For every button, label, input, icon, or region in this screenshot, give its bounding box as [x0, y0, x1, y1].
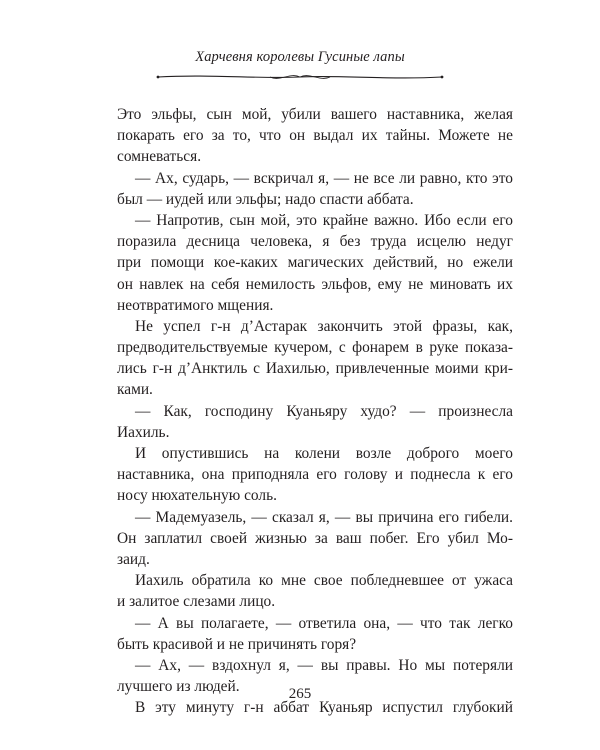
text-line: наставника, она приподняла его голову и поднесла к его [117, 466, 513, 484]
text-line: поразила десница человека, я без труда исцелю недуг [117, 233, 513, 251]
ornament-rule [150, 70, 450, 84]
body-text [117, 104, 513, 718]
text-line: — А вы полагаете, — ответила она, — что так легко [135, 614, 513, 632]
text-line: быть красивой и не причинять горя? [117, 635, 357, 653]
text-line: — Ах, — вздохнул я, — вы правы. Но мы потеряли [135, 656, 513, 674]
text-line: при помощи кое-каких магических действий, но ежели [117, 254, 513, 272]
text-line: предводительствуемые кучером, с фонарем в руке показа- [117, 339, 513, 357]
text-line: В эту минуту г-н аббат Куаньяр испустил глубокий [135, 699, 513, 717]
text-line: — Напротив, сын мой, это крайне важно. Ибо если его [135, 211, 513, 229]
text-line: он навлек на себя немилость эльфов, ему не миновать их [117, 275, 513, 293]
text-line: был — иудей или эльфы; надо спасти аббата. [117, 190, 414, 208]
text-line: Это эльфы, сын мой, убили вашего наставника, желая [117, 106, 513, 123]
running-title: Харчевня королевы Гусиные лапы [195, 49, 405, 65]
text-line: Не успел г-н д’Астарак закончить этой фразы, как, [135, 317, 513, 335]
text-line: — Мадемуазель, — сказал я, — вы причина его гибели. [135, 508, 513, 526]
text-line: сомневаться. [117, 148, 202, 166]
text-line: — Ах, сударь, — вскричал я, — не все ли равно, кто это [135, 169, 513, 187]
text-line: ками. [117, 381, 153, 399]
text-line: неотвратимого мщения. [117, 296, 274, 314]
page-number: 265 [288, 686, 312, 702]
text-line: Иахиль. [117, 423, 170, 441]
text-line: лучшего из людей. [117, 678, 240, 696]
text-line: и залитое слезами лицо. [117, 593, 276, 611]
text-line: заид. [117, 550, 150, 568]
text-line: Он заплатил своей жизнью за ваш побег. Его убил Мо- [117, 529, 513, 547]
text-line: И опустившись на колени возле доброго моего [135, 445, 513, 462]
text-line: носу нюхательную соль. [117, 487, 277, 505]
text-line: покарать его за то, что он выдал их тайны. Можете не [117, 127, 513, 145]
text-line: лись г-н д’Анктиль с Иахилью, привлеченные моими кри- [117, 360, 513, 378]
text-line: Иахиль обратила ко мне свое побледневшее от ужаса [135, 572, 513, 590]
running-header [0, 48, 600, 84]
text-line: — Как, господину Куаньяру худо? — произнесла [135, 402, 513, 420]
